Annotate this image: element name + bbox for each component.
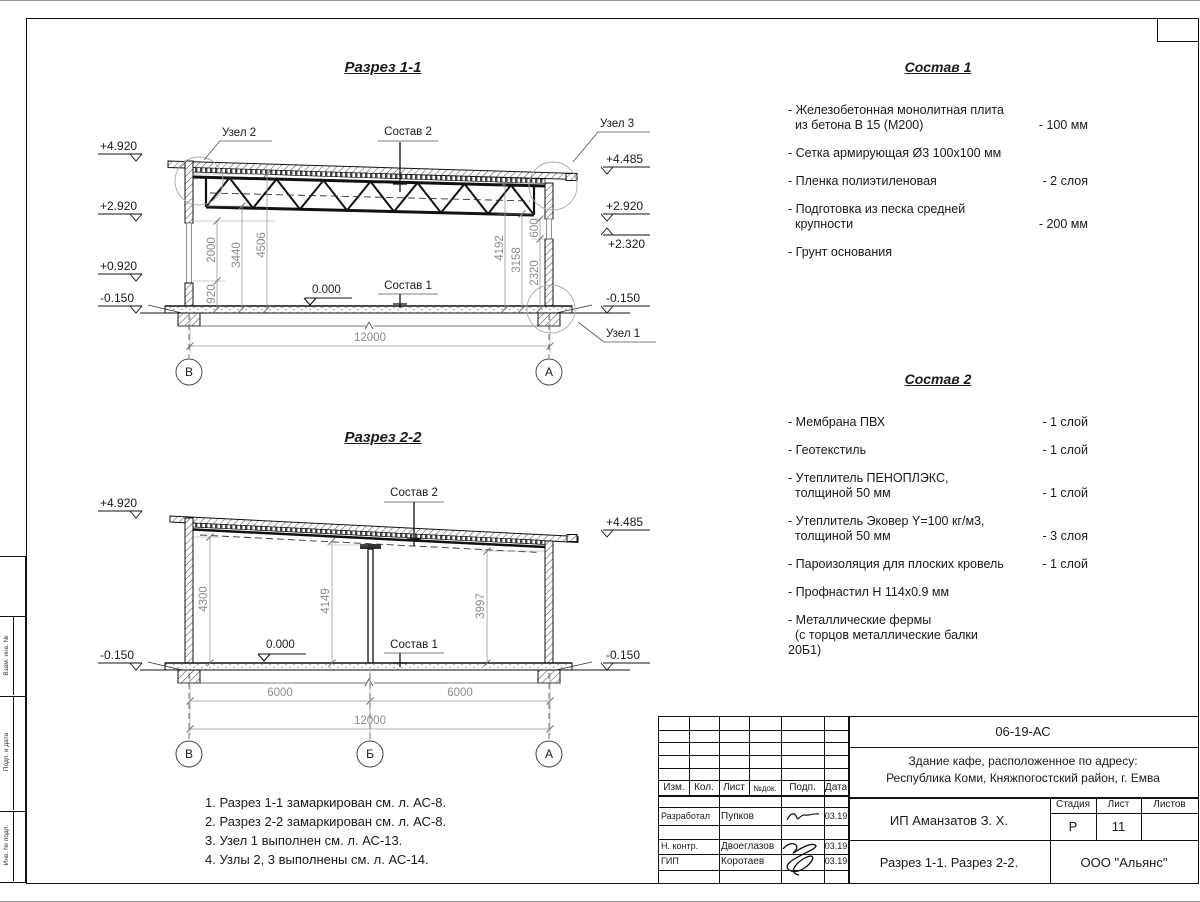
elevation-label: +2.920 [606,199,644,213]
role-date: 03.19 [824,841,848,851]
elevation-label: +2.920 [100,199,138,213]
project-name-line2: Республика Коми, Княжпогостский район, г. Емва [886,771,1160,785]
notes-list [205,793,446,869]
corner-doc-number-box [1157,18,1198,42]
client-name: ИП Аманзатов З. Х. [889,813,1009,828]
axis-label: А [544,747,553,761]
col-izm: Изм. [663,782,685,793]
material-list-2 [788,371,1088,671]
dimension-label: 3997 [475,593,487,619]
note-line: 1. Разрез 1-1 замаркирован см. л. АС-8. [205,795,447,810]
section-1-1-title: Разрез 1-1 [344,59,422,76]
list-item: - Грунт основания [788,245,893,259]
elevation-label: +4.920 [100,139,138,153]
elevation-label: -0.150 [100,291,135,305]
note-line: 4. Узлы 2, 3 выполнены см. л. АС-14. [205,852,429,867]
sheet-value: 11 [1111,819,1126,834]
list-item: - Утеплитель Эковер Y=100 кг/м3, толщиной 50 мм - 3 слоя [788,514,1088,543]
margin-label: Инв. № подл. [3,824,10,866]
list-item: - Железобетонная монолитная плита из бетона В 15 (М200) - 100 мм [788,103,1088,132]
role-label: Н. контр. [661,841,699,851]
dimension-label: 6000 [447,687,473,699]
elevation-label: +2.320 [608,237,646,251]
list-item: - Металлические фермы (с торцов металлические балки 20Б1) [788,613,978,657]
dimension-label: 4192 [494,235,506,261]
material-list-1-title: Состав 1 [904,59,972,75]
dimension-label: 4300 [198,586,210,612]
section-2-2-title: Разрез 2-2 [344,429,422,446]
axis-label: В [184,365,193,379]
axis-label: В [184,747,193,761]
dimension-label: 920 [206,284,218,304]
company-name: ООО "Альянс" [1080,855,1168,870]
note-line: 2. Разрез 2-2 замаркирован см. л. АС-8. [205,814,447,829]
material-list-1 [788,59,1088,273]
project-name-line1: Здание кафе, расположенное по адресу: [908,754,1138,768]
elevation-label: +0.920 [100,259,138,273]
dimension-label: 3440 [231,242,243,268]
role-name: Пупков [721,811,754,822]
elevation-label: +4.485 [606,152,644,166]
col-kol: Кол. [694,782,714,793]
zero-level-label: 0.000 [266,639,295,651]
dimension-label: 6000 [267,687,293,699]
role-label: Разработал [661,811,710,821]
list-item: - Мембрана ПВХ - 1 слой [788,415,1088,429]
sostav-1-callout: Состав 1 [390,639,438,651]
sostav-2-callout: Состав 2 [390,487,438,499]
col-ndok: №док. [753,784,777,793]
node-3-label: Узел 3 [600,118,635,130]
signature [783,808,823,825]
list-item: - Подготовка из песка средней крупности - 200 мм [788,202,1088,231]
section-2-2-drawing [90,416,690,786]
elevation-label: +4.920 [100,496,138,510]
dimension-label: 4149 [320,588,332,614]
role-name: Коротаев [721,856,765,867]
list-item: - Пароизоляция для плоских кровель - 1 слой [788,557,1088,571]
col-podp: Подп. [789,782,816,793]
list-item: - Геотекстиль - 1 слой [788,443,1088,457]
margin-label: Подп. и дата [3,732,10,772]
elevation-label: -0.150 [606,291,641,305]
list-item: - Сетка армирующая Ø3 100x100 мм [788,146,1002,160]
axis-label: А [544,365,553,379]
drawing-title: Разрез 1-1. Разрез 2-2. [879,855,1019,870]
sheet-header: Лист [1107,799,1130,810]
stage-value: Р [1068,819,1078,834]
list-item: - Пленка полиэтиленовая - 2 слоя [788,174,1088,188]
node-1-label: Узел 1 [606,328,641,340]
signature [777,835,825,880]
elevation-label: +4.485 [606,515,644,529]
role-date: 03.19 [824,856,848,866]
title-block [658,716,1199,884]
section-1-1-drawing [90,106,690,406]
sostav-1-callout: Состав 1 [384,280,432,292]
dimension-label: 2320 [529,260,541,286]
dimension-total-label: 12000 [354,715,386,727]
axis-label: Б [366,747,374,761]
list-item: - Утеплитель ПЕНОПЛЭКС, толщиной 50 мм - 1 слой [788,471,1088,500]
role-label: ГИП [661,856,679,866]
margin-box [0,556,26,617]
material-list-2-title: Состав 2 [904,371,972,387]
zero-level-label: 0.000 [312,284,341,296]
col-data: Дата [824,782,848,793]
dimension-label: 3158 [511,247,523,273]
dimension-label: 600 [529,218,541,238]
sheets-total-header: Листов [1153,799,1186,810]
sostav-2-callout: Состав 2 [384,126,432,138]
dimension-total-label: 12000 [354,332,386,344]
note-line: 3. Узел 1 выполнен см. л. АС-13. [205,833,403,848]
elevation-label: -0.150 [100,648,135,662]
role-date: 03.19 [824,811,848,821]
node-2-label: Узел 2 [222,127,257,139]
list-item: - Профнастил Н 114x0.9 мм [788,585,950,599]
dimension-label: 2000 [206,237,218,263]
role-name: Двоеглазов [721,841,775,852]
margin-label: Взам. инв. № [3,635,10,676]
elevation-label: -0.150 [606,648,641,662]
stage-header: Стадия [1055,799,1091,810]
document-code: 06-19-АС [995,724,1051,739]
col-list: Лист [723,782,745,793]
dimension-label: 4506 [256,232,268,258]
